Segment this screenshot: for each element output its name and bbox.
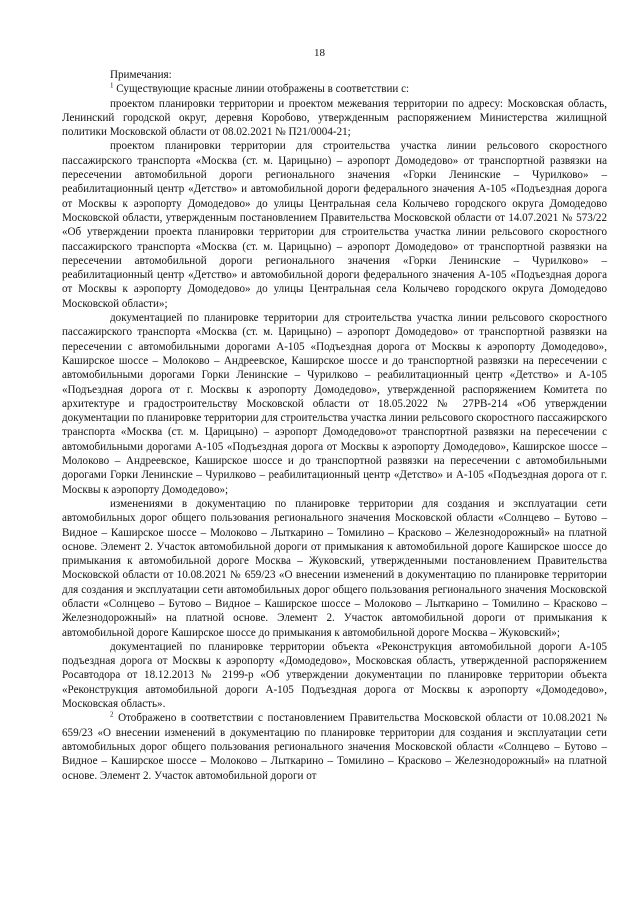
page-number: 18 xyxy=(314,47,325,59)
note-paragraph-5: документацией по планировке территории объекта «Реконструкция автомобильной дороги А-105 подъездная дорога от Москвы к аэропорту «Домодедово», Московская область, утвержденной распоряжением Росавтодора от 18.12.2013 № 2199-р «Об утверждении документации по планировке территории объекта «Реконструкция автомобильной дороги А-105 Подъездная дорога от Москвы к аэропорту «Домодедово», Московская область». xyxy=(62,640,607,711)
note-paragraph-2: проектом планировки территории для строительства участка линии рельсового скоростного пассажирского транспорта «Москва (ст. м. Царицыно) – аэропорт Домодедово» от транспортной развязки на пересечении автомобильной дороги регионального значения «Горки Ленинские – Чурилково» – реабилитационный центр «Детство» и автомобильной дороги федерального значения А-105 «Подъездная дорога от Москвы к аэропорту Домодедово» до улицы Центральная села Колычево городского округа Домодедово Московской области, утвержденным постановлением Правительства Московской области от 14.07.2021 № 573/22 «Об утверждении проекта планировки территории для строительства участка линии рельсового скоростного пассажирского транспорта «Москва (ст. м. Царицыно) – аэропорт Домодедово» от транспортной развязки на пересечении автомобильной дороги регионального значения «Горки Ленинские – Чурилково» – реабилитационный центр «Детство» и автомобильной дороги федерального значения А-105 «Подъездная дорога от Москвы к аэропорту Домодедово» до улицы Центральная села Колычево городского округа Домодедово Московской области»; xyxy=(62,140,607,310)
note-2 xyxy=(62,711,607,782)
note-1-intro xyxy=(62,82,607,96)
note-paragraph-1: проектом планировки территории и проектом межевания территории по адресу: Московская область, Ленинский городской округ, деревня Коробово, утвержденным распоряжением Министерства жилищной политики Московской области от 08.02.2021 № П21/0004-21; xyxy=(62,97,607,139)
note-2-mark: 2 xyxy=(110,710,114,719)
note-paragraph-4: изменениями в документацию по планировке территории для создания и эксплуатации сети автомобильных дорог общего пользования регионального значения Московской области «Солнцево – Бутово – Видное – Каширское шоссе – Молоково – Лыткарино – Томилино – Красково – Железнодорожный» на платной основе. Элемент 2. Участок автомобильной дороги от примыкания к автомобильной дороге Каширское шоссе до примыкания к автомобильной дороге Москва – Жуковский, утвержденными постановлением Правительства Московской области от 10.08.2021 № 659/23 «О внесении изменений в документацию по планировке территории для создания и эксплуатации сети автомобильных дорог общего пользования регионального значения Московской области «Солнцево – Бутово – Видное – Каширское шоссе – Молоково – Лыткарино – Томилино – Красково – Железнодорожный» на платной основе. Элемент 2. Участок автомобильной дороги от примыкания к автомобильной дороге Каширское шоссе до примыкания к автомобильной дороге Москва – Жуковский»; xyxy=(62,497,607,639)
notes-section xyxy=(62,68,607,783)
note-1-intro-text: Существующие красные линии отображены в соответствии с: xyxy=(116,83,410,96)
note-1-mark: 1 xyxy=(110,81,114,90)
note-2-text: Отображено в соответствии с постановлением Правительства Московской области от 10.08.2021 № 659/23 «О внесении изменений в документацию по планировке территории для создания и эксплуатации сети автомобильных дорог общего пользования регионального значения Московской области «Солнцево – Бутово – Видное – Каширское шоссе – Молоково – Лыткарино – Томилино – Красково – Железнодорожный» на платной основе. Элемент 2. Участок автомобильной дороги от xyxy=(62,712,607,782)
notes-heading: Примечания: xyxy=(110,69,172,81)
note-paragraph-3: документацией по планировке территории для строительства участка линии рельсового скоростного пассажирского транспорта «Москва (ст. м. Царицыно) – аэропорт Домодедово» от транспортной развязки на пересечении с автомобильными дорогами А-105 «Подъездная дорога от Москвы к аэропорту Домодедово», Каширское шоссе – Молоково – Андреевское, Каширское шоссе и до транспортной развязки на пересечении с автомобильными дорогами Горки Ленинские – Чурилково – реабилитационный центр «Детство» и А-105 «Подъездная дорога от г. Москвы к аэропорту Домодедово», утвержденной распоряжением Комитета по архитектуре и градостроительству Московской области от 18.05.2022 № 27РВ-214 «Об утверждении документации по планировке территории для строительства участка линии рельсового скоростного пассажирского транспорта «Москва (ст. м. Царицыно) – аэропорт Домодедово»от транспортной развязки на пересечении с автомобильными дорогами А-105 «Подъездная дорога от Москвы к аэропорту Домодедово», Каширское шоссе – Молоково – Андреевское, Каширское шоссе и до транспортной развязки на пересечении с автомобильными дорогами Горки Ленинские – Чурилково – реабилитационный центр «Детство» и А-105 «Подъездная дорога от г. Москвы к аэропорту Домодедово»; xyxy=(62,312,607,496)
